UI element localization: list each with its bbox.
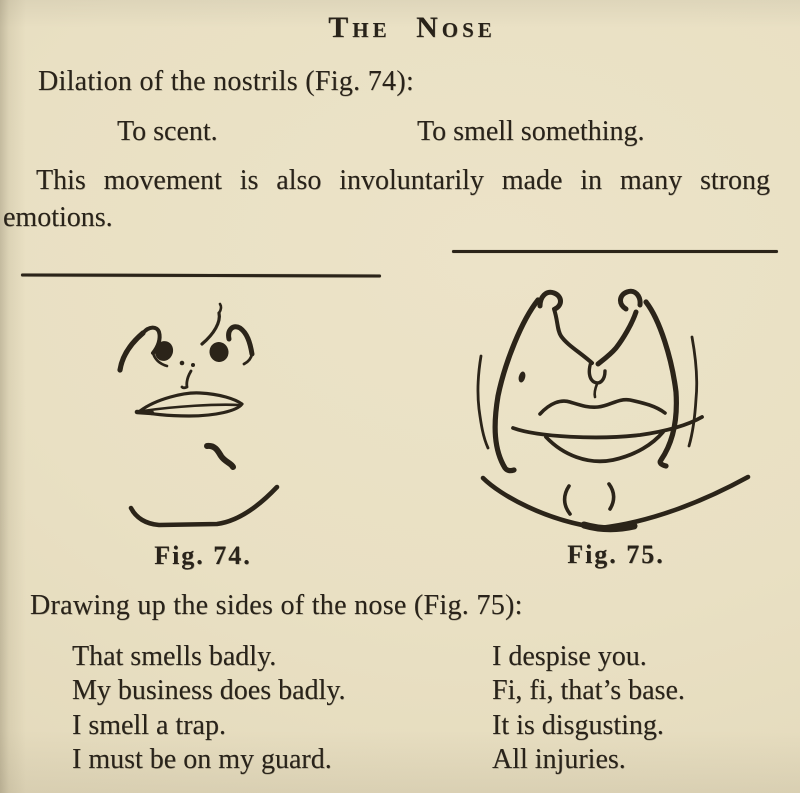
dilation-use-to-smell: To smell something. xyxy=(417,116,645,147)
fig-74-caption: Fig. 74. xyxy=(154,541,252,570)
meaning-item: It is disgusting. xyxy=(492,709,664,741)
page-title: The Nose xyxy=(328,11,496,44)
horizontal-rule-right xyxy=(452,250,778,253)
fig-75-drawing xyxy=(448,274,773,536)
drawing-up-heading: Drawing up the sides of the nose (Fig. 75): xyxy=(30,590,523,621)
note-paragraph-line-1: This movement is also involuntarily made in many strong xyxy=(36,165,770,196)
dilation-heading: Dilation of the nostrils (Fig. 74): xyxy=(38,66,415,97)
meanings-right-column xyxy=(492,640,685,778)
meaning-item: All injuries. xyxy=(492,744,626,776)
horizontal-rule-left xyxy=(21,274,381,278)
fig-74-drawing xyxy=(88,300,300,535)
meaning-item: That smells badly. xyxy=(72,641,277,672)
meaning-item: Fi, fi, that’s base. xyxy=(492,675,685,707)
meaning-item: I must be on my guard. xyxy=(72,744,332,776)
note-paragraph-line-2: emotions. xyxy=(3,202,113,233)
fig-75-caption: Fig. 75. xyxy=(567,540,665,569)
dilation-use-to-scent: To scent. xyxy=(117,116,218,147)
meaning-item: I smell a trap. xyxy=(72,709,226,741)
meanings-left-column xyxy=(72,640,346,778)
meaning-item: My business does badly. xyxy=(72,675,346,707)
meaning-item: I despise you. xyxy=(492,641,647,672)
